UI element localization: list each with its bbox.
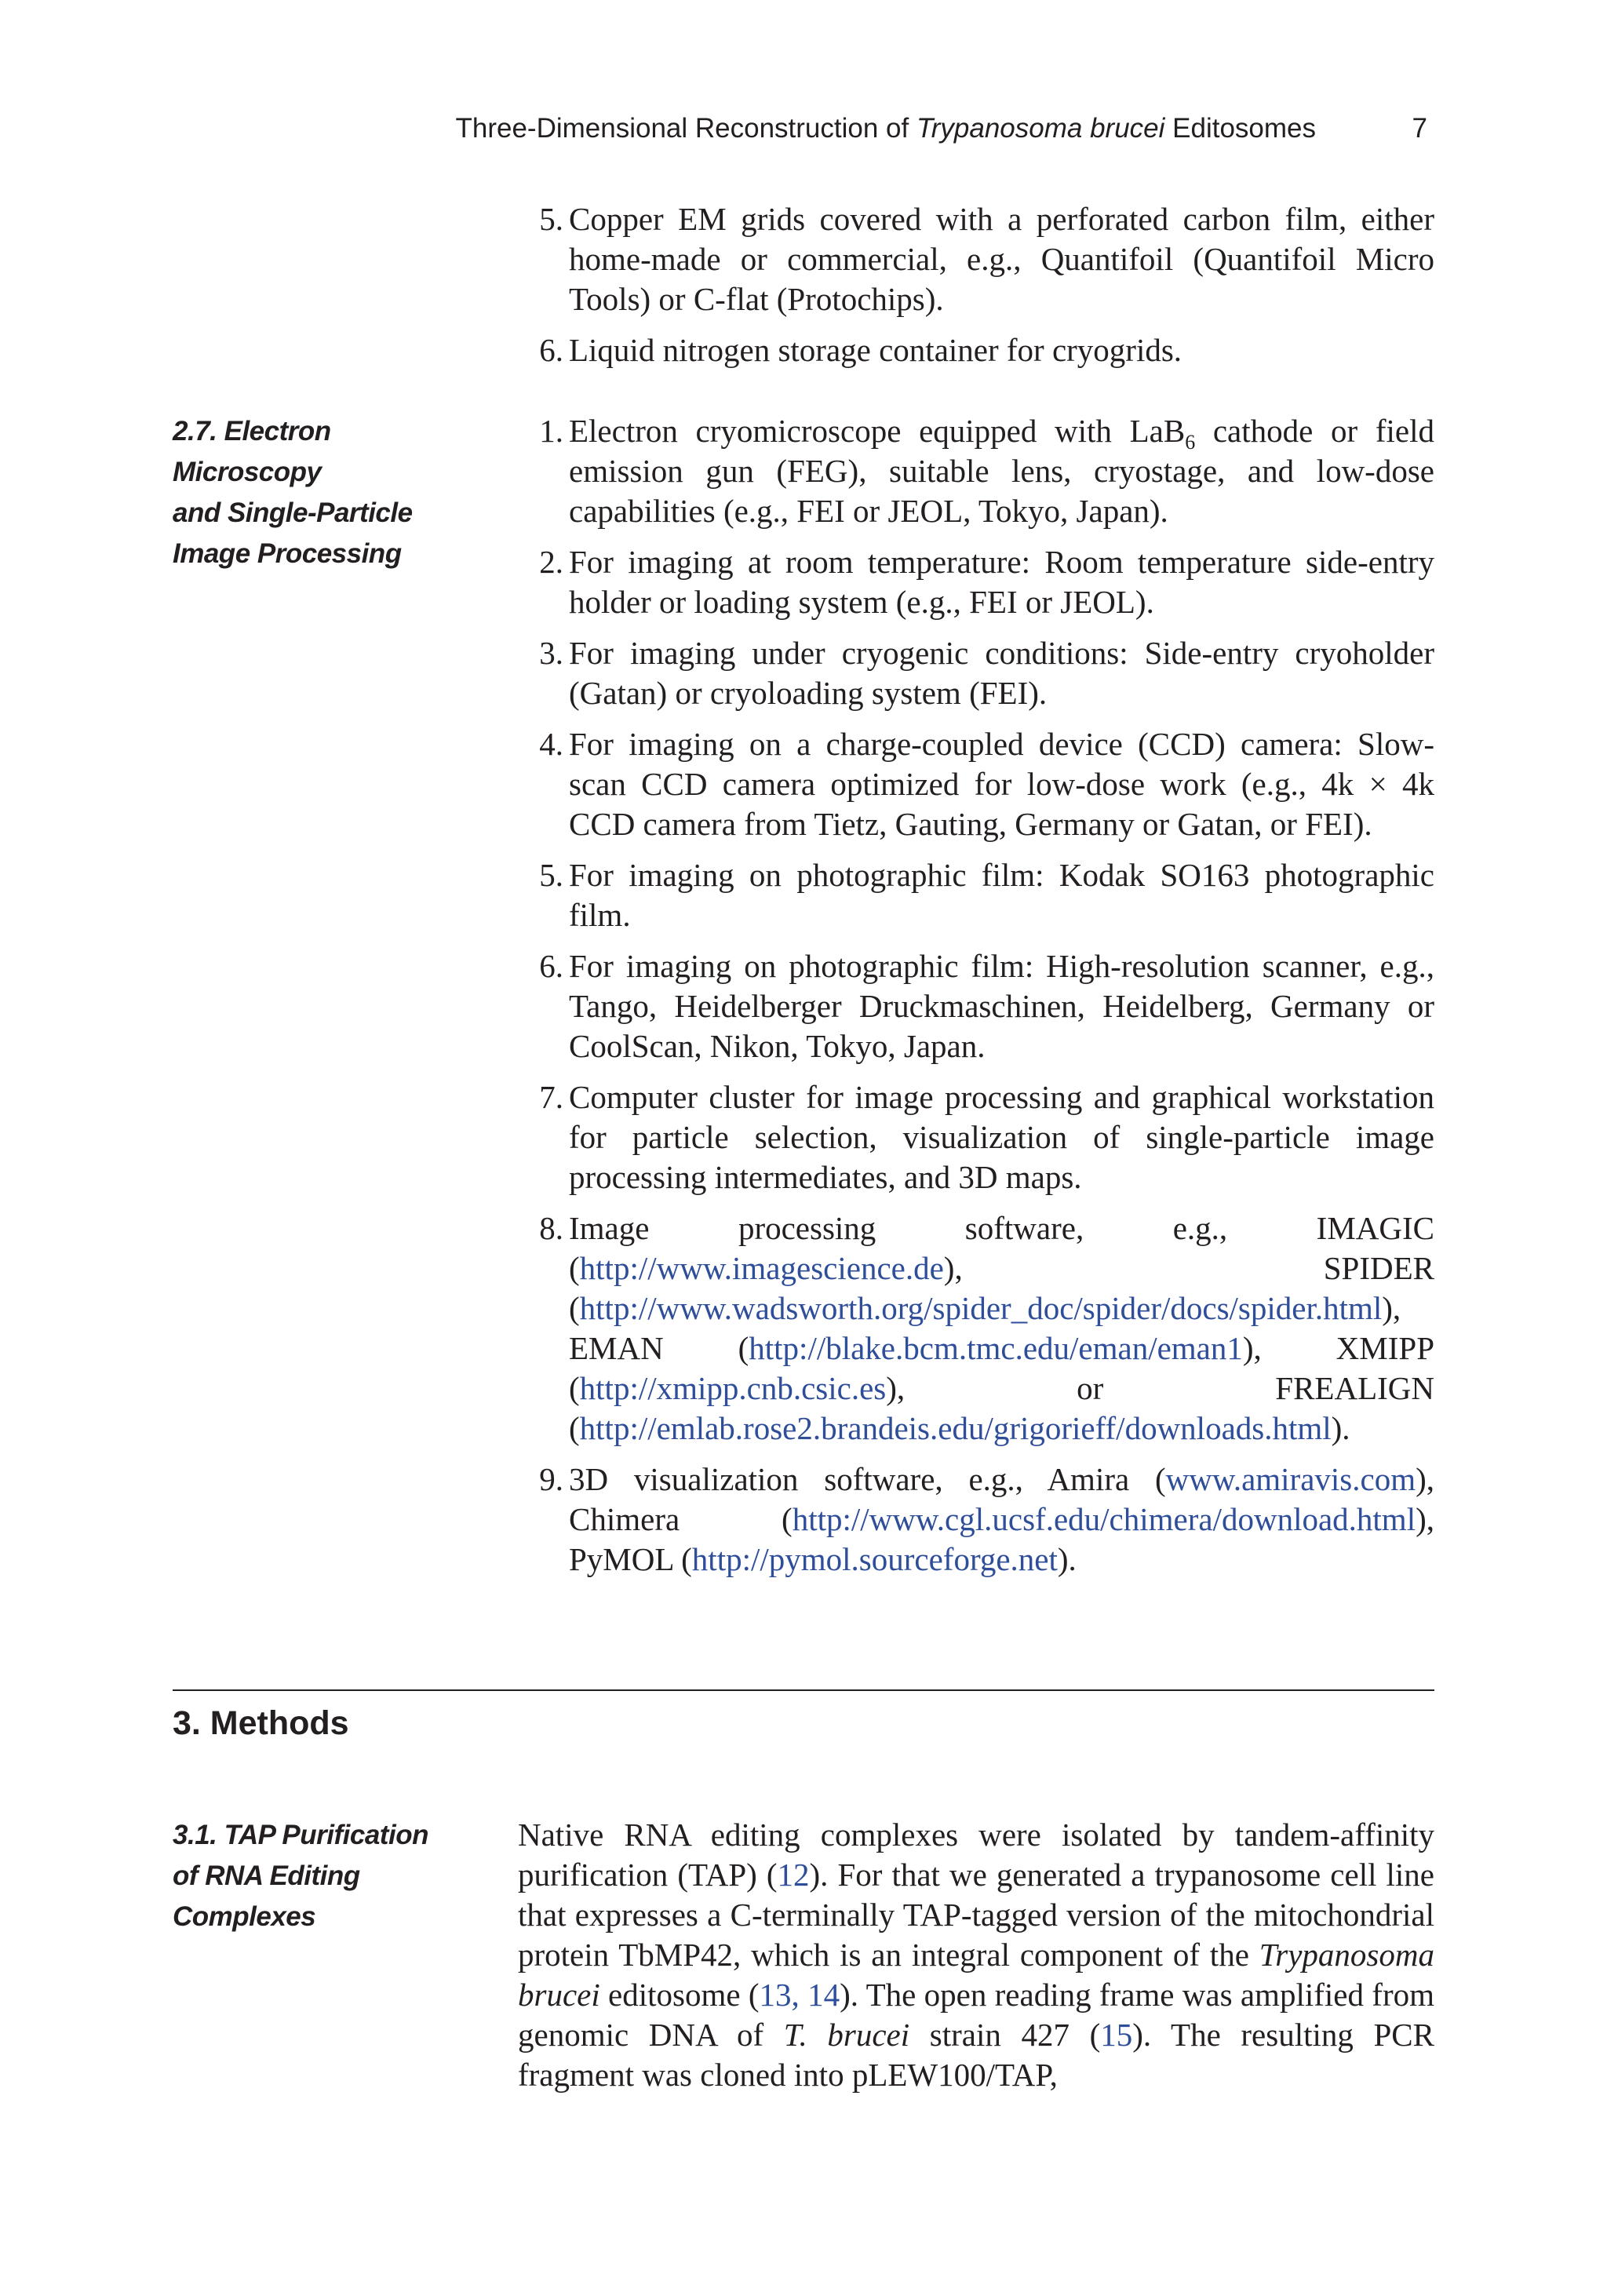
pymol-link[interactable]: http://pymol.sourceforge.net: [691, 1541, 1058, 1577]
list-item: 8. Image processing software, e.g., IMAGIC (http://www.imagescience.de), SPIDER (http://www.wadsworth.org/spider_doc/spider/docs/spider.html), EMAN (http://blake.bcm.tmc.edu/eman/eman1), XMIPP (http://xmipp.cnb.csic.es), or FREALIGN (http://emlab.rose2.brandeis.edu/grigorieff/downloads.html).: [539, 1210, 1434, 1446]
list-item: 9. 3D visualization software, e.g., Amira (www.amiravis.com), Chimera (http://www.cgl.ucsf.edu/chimera/download.html), PyMOL (http://pymol.sourceforge.net).: [539, 1461, 1434, 1577]
reference-link[interactable]: 15: [1100, 2017, 1133, 2053]
section-divider: [173, 1689, 1434, 1691]
frealign-link[interactable]: http://emlab.rose2.brandeis.edu/grigorieff/downloads.html: [579, 1410, 1332, 1446]
list-item: 2. For imaging at room temperature: Room temperature side-entry holder or loading system (e.g., FEI or JEOL).: [539, 544, 1434, 620]
list-item: 6. For imaging on photographic film: High-resolution scanner, e.g., Tango, Heidelberger Druckmaschinen, Heidelberg, Germany or CoolScan, Nikon, Tokyo, Japan.: [539, 948, 1434, 1064]
reference-link[interactable]: 12: [777, 1857, 810, 1893]
eman-link[interactable]: http://blake.bcm.tmc.edu/eman/eman1: [749, 1330, 1243, 1366]
list-item: 5. Copper EM grids covered with a perforated carbon film, either home-made or commercial, e.g., Quantifoil (Quantifoil Micro Tools) or C-flat (Protochips).: [539, 201, 1434, 317]
list-item: 7. Computer cluster for image processing and graphical workstation for particle selection, visualization of single-particle image processing intermediates, and 3D maps.: [539, 1079, 1434, 1195]
list-item: 6. Liquid nitrogen storage container for cryogrids.: [539, 332, 1182, 368]
list-item: 4. For imaging on a charge-coupled device (CCD) camera: Slow-scan CCD camera optimized for low-dose work (e.g., 4k × 4k CCD camera from Tietz, Gauting, Germany or Gatan, or FEI).: [539, 726, 1434, 842]
xmipp-link[interactable]: http://xmipp.cnb.csic.es: [579, 1370, 887, 1406]
subsection-heading-2-7: 2.7. Electron Microscopy and Single-Particle Image Processing: [173, 416, 413, 569]
list-item: 3. For imaging under cryogenic conditions: Side-entry cryoholder (Gatan) or cryoloading system (FEI).: [539, 635, 1434, 711]
equipment-list-continued: [518, 199, 1434, 381]
list-item: 5. For imaging on photographic film: Kodak SO163 photographic film.: [539, 857, 1434, 933]
running-head-title: Three-Dimensional Reconstruction of Trypanosoma brucei Editosomes: [455, 113, 1316, 144]
subsection-heading-3-1: 3.1. TAP Purification of RNA Editing Complexes: [173, 1820, 428, 1932]
spider-link[interactable]: http://www.wadsworth.org/spider_doc/spider/docs/spider.html: [579, 1290, 1383, 1326]
amira-link[interactable]: www.amiravis.com: [1165, 1461, 1416, 1497]
reference-link[interactable]: 13, 14: [759, 1977, 840, 2013]
chimera-link[interactable]: http://www.cgl.ucsf.edu/chimera/download.html: [792, 1501, 1416, 1537]
list-item: 1. Electron cryomicroscope equipped with LaB$_6$ cathode or field emission gun (FEG), suitable lens, cryostage, and low-dose capabilities (e.g., FEI or JEOL, Tokyo, Japan).: [539, 413, 1434, 529]
microscopy-list: [518, 411, 1434, 1591]
methods-paragraph: Native RNA editing complexes were isolated by tandem-affinity purification (TAP) (12). For that we generated a trypanosome cell line that expresses a C-terminally TAP-tagged version of the mitochondrial protein TbMP42, which is an integral component of the Trypanosoma brucei editosome (13, 14). The open reading frame was amplified from genomic DNA of T. brucei strain 427 (15). The resulting PCR fragment was cloned into pLEW100/TAP,: [518, 1817, 1434, 2093]
page-number: 7: [1412, 113, 1427, 144]
section-heading-methods: 3. Methods: [173, 1704, 349, 1742]
imagic-link[interactable]: http://www.imagescience.de: [579, 1250, 944, 1286]
